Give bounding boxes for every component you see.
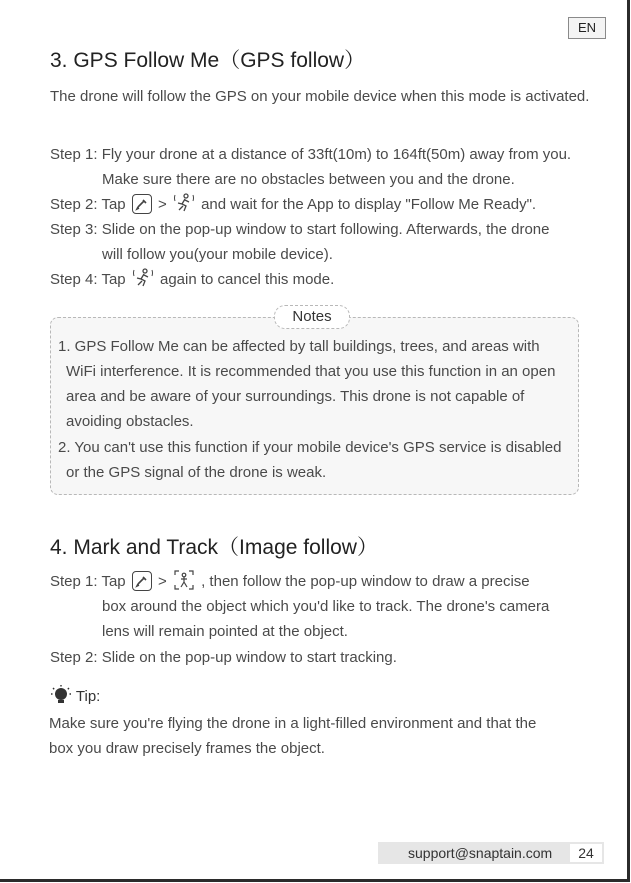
- step-prefix: Step 2:: [50, 196, 98, 213]
- greater-than: >: [157, 573, 167, 590]
- s4-step-1: [50, 569, 610, 644]
- drone-mode-icon: [132, 571, 152, 591]
- note-line: or the GPS signal of the drone is weak.: [66, 464, 327, 481]
- step-text-cont: will follow you(your mobile device).: [102, 246, 333, 263]
- step-prefix: Step 1:: [50, 146, 98, 163]
- step-text-cont: box around the object which you'd like to track. The drone's camera: [102, 598, 550, 615]
- note-2: [58, 435, 570, 485]
- step-text: again to cancel this mode.: [159, 271, 335, 288]
- section-3-intro: The drone will follow the GPS on your mobile device when this mode is activated.: [50, 88, 590, 105]
- step-text-cont: lens will remain pointed at the object.: [102, 623, 348, 640]
- step-text: , then follow the pop-up window to draw a precise: [201, 573, 530, 590]
- tip-heading: [50, 684, 100, 714]
- step-prefix: Step 3:: [50, 221, 98, 238]
- step-text-cont: Make sure there are no obstacles between you and the drone.: [102, 171, 515, 188]
- s3-step-2: [50, 192, 610, 217]
- s3-step-1: [50, 142, 610, 192]
- step-prefix: Step 4:: [50, 271, 98, 288]
- tip-line: Make sure you're flying the drone in a light-filled environment and that the: [49, 715, 537, 732]
- note-line: 1. GPS Follow Me can be affected by tall buildings, trees, and areas with: [58, 338, 540, 355]
- note-line: 2. You can't use this function if your mobile device's GPS service is disabled: [58, 439, 562, 456]
- step-text: Slide on the pop-up window to start following. Afterwards, the drone: [101, 221, 550, 238]
- note-line: WiFi interference. It is recommended that you use this function in an open: [66, 363, 556, 380]
- tip-line: box you draw precisely frames the object.: [49, 740, 325, 757]
- language-badge: EN: [568, 17, 606, 39]
- step-prefix: Step 1:: [50, 573, 98, 590]
- tap-text: Tap: [101, 271, 126, 288]
- s4-step-2: [50, 645, 610, 670]
- step-text: and wait for the App to display "Follow Me Ready".: [201, 196, 537, 213]
- step-text: Fly your drone at a distance of 33ft(10m) to 164ft(50m) away from you.: [101, 146, 572, 163]
- lightbulb-icon: [50, 684, 72, 714]
- image-track-icon: [173, 569, 195, 591]
- section-4-title: 4. Mark and Track（Image follow）: [50, 536, 378, 559]
- page-number: 24: [570, 844, 602, 862]
- tip-label: Tip:: [75, 688, 101, 705]
- gps-follow-icon: [132, 267, 154, 289]
- note-1: [58, 334, 570, 434]
- support-email: support@snaptain.com: [408, 845, 553, 861]
- note-line: area and be aware of your surroundings. This drone is not capable of: [66, 388, 525, 405]
- s3-step-4: [50, 267, 610, 292]
- drone-mode-icon: [132, 194, 152, 214]
- note-line: avoiding obstacles.: [66, 413, 194, 430]
- s3-step-3: [50, 217, 610, 267]
- tap-text: Tap: [101, 196, 126, 213]
- greater-than: >: [157, 196, 167, 213]
- tap-text: Tap: [101, 573, 126, 590]
- tip-text: [49, 711, 609, 761]
- gps-follow-icon: [173, 192, 195, 214]
- notes-label: Notes: [274, 305, 350, 329]
- section-3-title: 3. GPS Follow Me（GPS follow）: [50, 49, 366, 72]
- step-text: Slide on the pop-up window to start tracking.: [101, 649, 397, 666]
- step-prefix: Step 2:: [50, 649, 98, 666]
